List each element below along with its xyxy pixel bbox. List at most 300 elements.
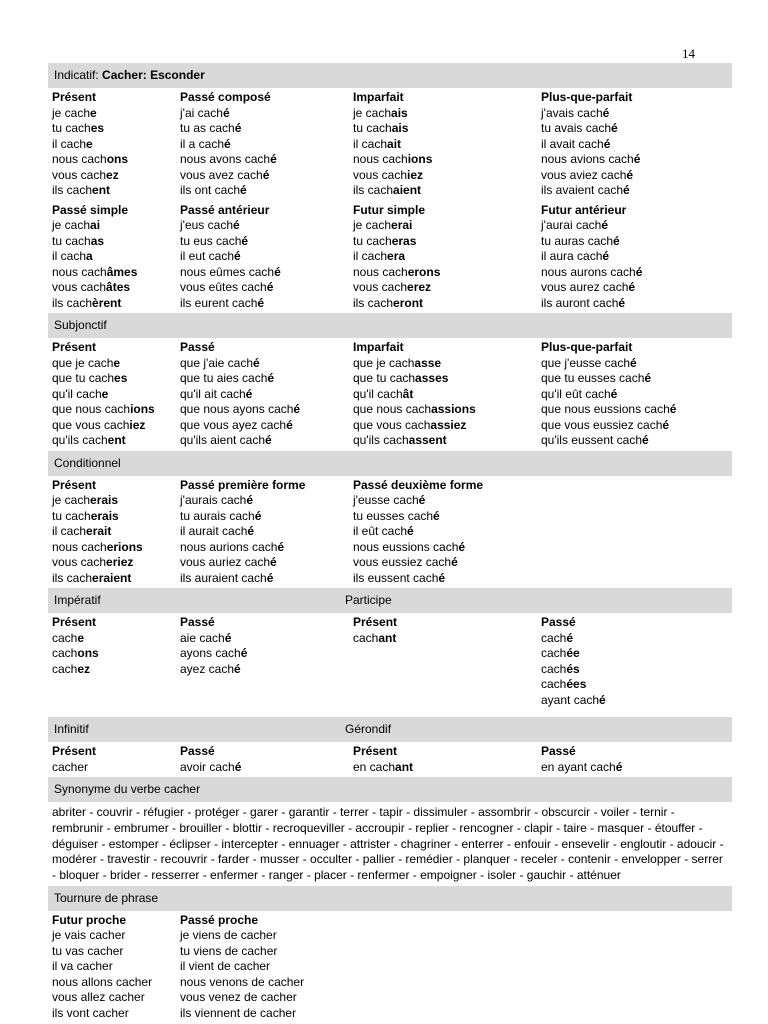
conjugated-form xyxy=(180,959,349,975)
conjugated-form xyxy=(180,524,349,540)
form-ending: iez xyxy=(129,417,146,432)
form-ending: é xyxy=(451,555,458,569)
conjugated-form xyxy=(353,760,537,776)
form-stem: en ayant cach xyxy=(541,759,616,774)
conjugated-form xyxy=(353,249,537,265)
conjugated-form xyxy=(180,571,349,587)
form-stem: cacher xyxy=(52,759,89,774)
form-stem: que j'eusse cach xyxy=(541,355,631,370)
form-ending: é xyxy=(603,136,611,151)
tense-name: Passé deuxième forme xyxy=(353,477,484,492)
conjugated-form xyxy=(180,631,349,647)
form-stem: que tu eusses cach xyxy=(541,371,645,385)
conjugated-form xyxy=(52,106,176,122)
tense-column xyxy=(537,340,731,449)
conjugated-form xyxy=(353,493,537,509)
form-ending: es xyxy=(90,121,105,135)
conjugated-form xyxy=(180,944,349,960)
form-stem: tu cach xyxy=(52,233,91,248)
form-ending: é xyxy=(293,402,301,416)
tense-name: Passé xyxy=(180,615,215,629)
conjugated-form xyxy=(353,433,537,449)
form-ending: é xyxy=(274,264,281,279)
form-stem: que vous ayez cach xyxy=(180,417,287,432)
tense-name: Passé proche xyxy=(180,912,259,927)
conjugated-form xyxy=(52,356,176,372)
conjugated-form xyxy=(180,760,349,776)
tense-name: Futur simple xyxy=(353,202,426,217)
form-stem: aie cach xyxy=(180,630,225,645)
form-ending: é xyxy=(234,759,242,774)
form-ending: erions xyxy=(106,539,143,554)
form-stem: ils auraient cach xyxy=(180,570,267,585)
form-ending: é xyxy=(628,280,636,294)
conjugated-form xyxy=(52,371,176,387)
form-ending: assent xyxy=(408,433,447,447)
section-header-tournure xyxy=(48,886,732,911)
tense-name: Plus-que-parfait xyxy=(541,340,633,354)
form-stem: j'ai cach xyxy=(180,105,223,120)
tense-column xyxy=(176,90,349,199)
form-stem: cach xyxy=(541,661,567,676)
form-stem: nous cach xyxy=(353,264,408,279)
tense-name: Passé première forme xyxy=(180,477,306,492)
form-stem: j'eus cach xyxy=(180,218,233,232)
section-title-gerondif: Gérondif xyxy=(345,722,392,736)
form-stem: que vous cach xyxy=(353,417,431,432)
form-ending: erons xyxy=(407,264,441,279)
conjugated-form xyxy=(541,662,731,678)
conjugated-form xyxy=(180,137,349,153)
form-stem: tu eusses cach xyxy=(353,508,434,523)
form-stem: je cach xyxy=(52,105,91,120)
conjugated-form xyxy=(353,121,537,137)
form-stem: ils eurent cach xyxy=(180,295,258,310)
form-ending: e xyxy=(77,630,85,645)
conjugated-form xyxy=(353,524,537,540)
conjugated-form xyxy=(52,928,176,944)
conjugated-form xyxy=(180,418,349,434)
tense-column xyxy=(176,478,349,587)
conjugated-form xyxy=(52,631,176,647)
tense-column xyxy=(176,615,349,708)
form-ending: ant xyxy=(395,759,414,774)
form-ending: aient xyxy=(393,183,422,197)
conjugated-form xyxy=(541,760,731,776)
tense-name: Présent xyxy=(52,477,97,492)
tense-block xyxy=(48,613,732,710)
conjugated-form xyxy=(353,137,537,153)
conjugated-form xyxy=(180,168,349,184)
conjugated-form xyxy=(541,106,731,122)
conjugated-form xyxy=(52,944,176,960)
form-stem: vous avez cach xyxy=(180,167,263,182)
form-ending: ais xyxy=(391,105,408,120)
conjugated-form xyxy=(180,990,349,1006)
form-ending: es xyxy=(114,371,128,385)
form-ending: ez xyxy=(77,661,91,676)
form-stem: il cach xyxy=(52,136,87,151)
tense-name: Présent xyxy=(353,744,398,758)
tense-block xyxy=(48,338,732,451)
form-ending: é xyxy=(245,386,253,401)
form-stem: il avait cach xyxy=(541,136,604,151)
form-stem: je cach xyxy=(353,105,392,120)
form-stem: tu cach xyxy=(353,233,392,248)
conjugated-form xyxy=(180,356,349,372)
conjugated-form xyxy=(353,540,537,556)
form-stem: cach xyxy=(353,630,379,645)
tense-column xyxy=(48,615,176,708)
form-ending: é xyxy=(240,646,248,660)
tense-name: Présent xyxy=(52,615,97,629)
conjugated-form xyxy=(52,152,176,168)
tense-name: Passé simple xyxy=(52,202,129,217)
form-ending: erez xyxy=(407,280,432,294)
tense-block xyxy=(48,742,732,777)
tense-column xyxy=(176,913,349,1022)
form-stem: vous aviez cach xyxy=(541,167,627,182)
form-stem: tu auras cach xyxy=(541,233,614,248)
form-stem: qu'ils cach xyxy=(353,433,409,447)
conjugated-form xyxy=(52,555,176,571)
form-ending: ée xyxy=(566,646,580,660)
form-ending: erait xyxy=(86,524,112,538)
form-ending: é xyxy=(286,417,293,432)
tense-column xyxy=(48,90,176,199)
form-stem: j'avais cach xyxy=(541,105,603,120)
form-ending: é xyxy=(433,508,440,523)
form-stem: qu'il cach xyxy=(353,386,403,401)
conjugated-form xyxy=(541,418,731,434)
form-ending: é xyxy=(233,218,240,232)
conjugated-form xyxy=(180,265,349,281)
form-stem: nous aurions cach xyxy=(180,539,278,554)
form-stem: ils viennent de cacher xyxy=(180,1005,297,1020)
conjugated-form xyxy=(180,402,349,418)
form-stem: vous cach xyxy=(353,167,408,182)
conjugated-form xyxy=(52,183,176,199)
form-ending: ant xyxy=(378,630,397,645)
tense-name: Passé xyxy=(180,744,215,758)
form-ending: é xyxy=(222,105,230,120)
conjugated-form xyxy=(52,387,176,403)
form-ending: e xyxy=(86,136,93,151)
form-stem: cach xyxy=(541,646,567,660)
form-ending: é xyxy=(265,433,272,447)
tense-name: Imparfait xyxy=(353,90,404,104)
conjugated-form xyxy=(180,975,349,991)
form-stem: ayant cach xyxy=(541,692,600,707)
form-ending: ent xyxy=(107,433,126,447)
conjugated-form xyxy=(541,280,731,296)
form-ending: é xyxy=(566,630,574,645)
form-stem: tu vas cacher xyxy=(52,943,124,958)
form-ending: é xyxy=(602,105,610,120)
conjugated-form xyxy=(541,356,731,372)
conjugated-form xyxy=(52,493,176,509)
form-stem: nous eûmes cach xyxy=(180,264,275,279)
form-ending: é xyxy=(602,249,610,263)
conjugated-form xyxy=(180,555,349,571)
form-stem: tu as cach xyxy=(180,121,235,135)
tense-column xyxy=(349,478,537,587)
conjugated-form xyxy=(541,249,731,265)
conjugated-form xyxy=(180,387,349,403)
form-stem: que je cach xyxy=(52,355,114,370)
tense-column xyxy=(176,340,349,449)
form-ending: èrent xyxy=(92,295,122,310)
tense-block xyxy=(48,911,732,1024)
section-header-synonymes xyxy=(48,777,732,802)
form-ending: ons xyxy=(77,646,99,660)
conjugated-form xyxy=(541,152,731,168)
tense-name: Plus-que-parfait xyxy=(541,90,633,104)
conjugated-form xyxy=(52,121,176,137)
conjugated-form xyxy=(180,493,349,509)
form-ending: é xyxy=(626,167,634,182)
conjugated-form xyxy=(180,928,349,944)
form-ending: ent xyxy=(92,183,111,197)
conjugated-form xyxy=(180,662,349,678)
form-stem: il cach xyxy=(353,249,388,263)
section-header-subjonctif xyxy=(48,313,732,338)
form-stem: que vous cach xyxy=(52,417,130,432)
tense-name: Imparfait xyxy=(353,340,404,354)
form-stem: tu avais cach xyxy=(541,121,612,135)
section-title: Tournure de phrase xyxy=(54,890,159,905)
tense-name: Passé xyxy=(180,340,215,354)
form-stem: j'eusse cach xyxy=(353,493,419,507)
form-stem: il cach xyxy=(52,524,87,538)
conjugated-form xyxy=(353,371,537,387)
form-stem: cach xyxy=(52,661,78,676)
form-stem: ayez cach xyxy=(180,661,235,676)
tense-name: Passé antérieur xyxy=(180,202,270,217)
verb-title: Cacher: Esconder xyxy=(102,68,205,82)
conjugated-form xyxy=(52,265,176,281)
form-ending: é xyxy=(270,555,277,569)
conjugated-form xyxy=(541,265,731,281)
tense-name: Présent xyxy=(353,615,398,629)
section-title-participe: Participe xyxy=(345,593,392,607)
form-stem: vous cach xyxy=(52,167,107,182)
section-header-conditionnel xyxy=(48,451,732,476)
conjugated-form xyxy=(353,509,537,525)
conjugated-form xyxy=(353,280,537,296)
conjugated-form xyxy=(541,296,731,312)
tense-name: Passé xyxy=(541,744,576,758)
form-stem: que nous ayons cach xyxy=(180,402,294,416)
form-stem: tu eus cach xyxy=(180,233,242,248)
section-title-infinitif: Infinitif xyxy=(54,722,89,736)
form-ending: é xyxy=(599,692,606,707)
form-ending: ons xyxy=(106,152,129,166)
form-ending: é xyxy=(241,233,249,248)
tense-column xyxy=(537,90,731,199)
form-ending: erai xyxy=(391,218,413,232)
conjugated-form xyxy=(541,387,731,403)
form-ending: ez xyxy=(106,167,119,182)
form-stem: tu cach xyxy=(353,121,392,135)
form-ending: erais xyxy=(90,508,119,523)
form-stem: j'aurais cach xyxy=(180,493,247,507)
form-stem: vous aurez cach xyxy=(541,280,629,294)
conjugated-form xyxy=(180,218,349,234)
form-ending: eraient xyxy=(92,570,132,585)
form-stem: ils cach xyxy=(52,570,93,585)
conjugated-form xyxy=(180,433,349,449)
conjugated-form xyxy=(353,418,537,434)
form-stem: qu'ils eussent cach xyxy=(541,433,643,447)
section-title: Subjonctif xyxy=(54,318,107,332)
form-stem: nous eussions cach xyxy=(353,539,459,554)
conjugated-form xyxy=(52,990,176,1006)
form-ending: é xyxy=(642,433,649,447)
conjugated-form xyxy=(541,218,731,234)
form-stem: qu'il ait cach xyxy=(180,386,246,401)
form-stem: vous cach xyxy=(353,280,408,294)
tense-name: Présent xyxy=(52,90,97,104)
tense-column xyxy=(349,340,537,449)
form-ending: a xyxy=(86,249,93,263)
conjugated-form xyxy=(353,571,537,587)
tense-column xyxy=(349,90,537,199)
form-ending: é xyxy=(270,152,277,166)
conjugated-form xyxy=(52,975,176,991)
form-stem: vous allez cacher xyxy=(52,990,145,1005)
tense-column xyxy=(537,615,731,708)
form-stem: vous eussiez cach xyxy=(353,555,452,569)
form-ending: assiez xyxy=(430,417,467,432)
tense-column xyxy=(176,203,349,312)
form-stem: ils auront cach xyxy=(541,295,619,310)
form-stem: je viens de cacher xyxy=(180,928,277,943)
tense-column xyxy=(48,478,176,587)
conjugated-form xyxy=(180,121,349,137)
form-ending: eront xyxy=(393,295,424,310)
conjugated-form xyxy=(353,106,537,122)
conjugated-form xyxy=(541,121,731,137)
form-stem: je cach xyxy=(52,493,91,507)
form-ending: ions xyxy=(407,152,433,166)
form-ending: era xyxy=(387,249,406,263)
conjugated-form xyxy=(180,106,349,122)
conjugated-form xyxy=(541,677,731,693)
form-ending: és xyxy=(566,661,580,676)
conjugated-form xyxy=(52,760,176,776)
form-stem: ils avaient cach xyxy=(541,183,624,197)
form-ending: é xyxy=(418,493,426,507)
form-stem: ils cach xyxy=(52,295,93,310)
conjugated-form xyxy=(180,152,349,168)
form-stem: que nous cach xyxy=(353,402,432,416)
form-stem: il eût cach xyxy=(353,524,408,538)
conjugated-form xyxy=(52,959,176,975)
form-ending: é xyxy=(458,539,466,554)
conjugated-form xyxy=(353,631,537,647)
form-stem: il aura cach xyxy=(541,249,603,263)
conjugated-form xyxy=(180,1006,349,1022)
form-stem: ils cach xyxy=(353,295,394,310)
tense-name: Présent xyxy=(52,340,97,354)
conjugated-form xyxy=(52,646,176,662)
conjugated-form xyxy=(541,402,731,418)
form-stem: vous eûtes cach xyxy=(180,280,267,294)
form-ending: ai xyxy=(90,218,101,232)
form-stem: vous cach xyxy=(52,280,107,294)
form-ending: asse xyxy=(414,355,442,370)
form-stem: tu aurais cach xyxy=(180,508,255,523)
conjugated-form xyxy=(353,183,537,199)
form-ending: é xyxy=(253,355,260,370)
conjugated-form xyxy=(541,371,731,387)
form-stem: que nous cach xyxy=(52,402,131,416)
tense-name: Passé composé xyxy=(180,90,271,104)
form-ending: ions xyxy=(130,402,155,416)
conjugated-form xyxy=(180,371,349,387)
form-stem: je cach xyxy=(353,218,392,232)
form-stem: vous venez de cacher xyxy=(180,990,297,1005)
form-stem: vous auriez cach xyxy=(180,555,271,569)
tense-column xyxy=(48,913,176,1022)
form-stem: ils cach xyxy=(52,183,93,197)
conjugated-form xyxy=(353,402,537,418)
conjugated-form xyxy=(541,168,731,184)
form-stem: nous venons de cacher xyxy=(180,974,305,989)
tense-column xyxy=(48,340,176,449)
form-ending: erais xyxy=(90,493,119,507)
form-stem: je cach xyxy=(52,218,91,232)
page-number: 14 xyxy=(682,46,695,61)
form-ending: eras xyxy=(391,233,417,248)
form-ending: as xyxy=(90,233,105,248)
form-ending: assions xyxy=(431,402,476,416)
conjugated-form xyxy=(353,356,537,372)
section-header-imperatif-participe xyxy=(48,588,732,613)
conjugated-form xyxy=(52,234,176,250)
form-ending: é xyxy=(234,661,241,676)
section-header-infinitif-gerondif xyxy=(48,717,732,742)
form-ending: é xyxy=(438,570,446,585)
tense-name: Présent xyxy=(52,744,97,758)
form-ending: ât xyxy=(402,386,414,401)
form-ending: ait xyxy=(387,136,402,151)
conjugated-form xyxy=(541,183,731,199)
tense-column xyxy=(537,744,731,775)
form-ending: ées xyxy=(566,677,587,691)
form-ending: é xyxy=(277,539,285,554)
conjugated-form xyxy=(52,433,176,449)
form-ending: é xyxy=(635,264,643,279)
conjugated-form xyxy=(353,234,537,250)
form-ending: âtes xyxy=(106,280,131,294)
section-title-imperatif: Impératif xyxy=(54,593,101,607)
form-ending: asses xyxy=(415,371,449,385)
form-ending: é xyxy=(407,524,414,538)
form-ending: é xyxy=(224,136,231,151)
conjugated-form xyxy=(180,646,349,662)
conjugated-form xyxy=(541,234,731,250)
tense-name: Futur antérieur xyxy=(541,202,627,217)
conjugated-form xyxy=(353,265,537,281)
form-stem: ayons cach xyxy=(180,646,241,660)
form-stem: nous cach xyxy=(52,264,107,279)
conjugated-form xyxy=(180,183,349,199)
form-stem: nous aurons cach xyxy=(541,264,636,279)
form-stem: tu viens de cacher xyxy=(180,943,278,958)
conjugated-form xyxy=(52,524,176,540)
